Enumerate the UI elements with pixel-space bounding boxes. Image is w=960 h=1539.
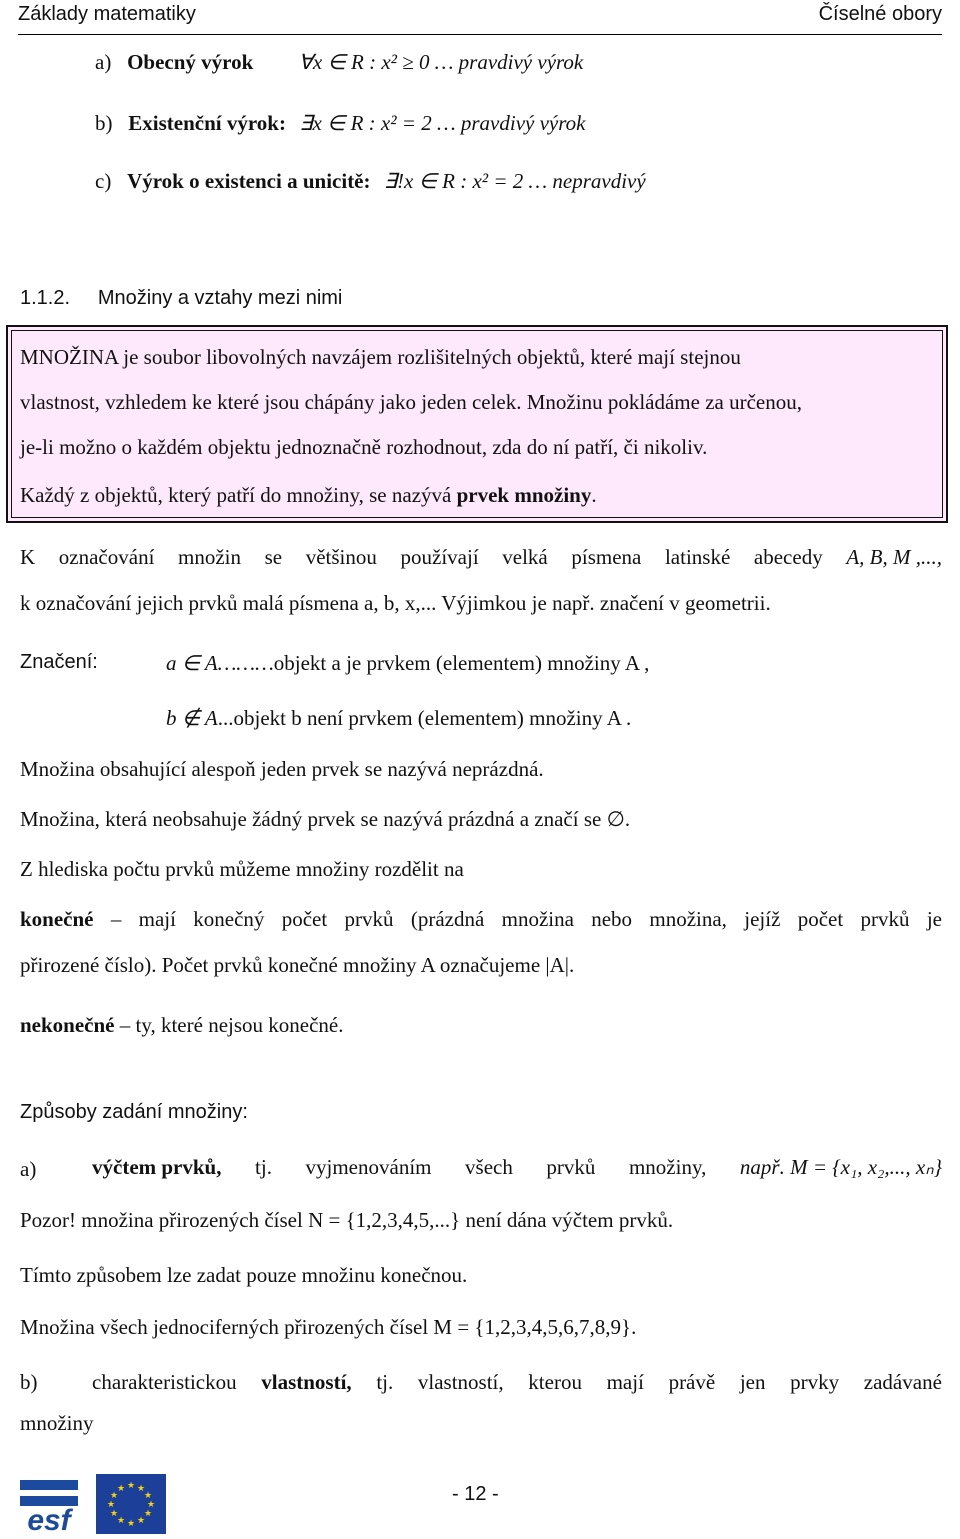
svg-text:★: ★: [146, 1500, 156, 1510]
header-right: Číselné obory: [818, 3, 942, 25]
svg-text:★: ★: [126, 1519, 136, 1529]
zpusoby-title: Způsoby zadání množiny:: [20, 1101, 248, 1123]
svg-text:★: ★: [143, 1509, 153, 1519]
page-number: - 12 -: [452, 1483, 499, 1505]
paragraph-split: Z hlediska počtu prvků můžeme množiny rozdělit na: [20, 857, 464, 881]
definition-line-3: je-li možno o každém objektu jednoznačně rozhodnout, zda do ní patří, či nikoliv.: [20, 435, 708, 459]
statement-b: b) Existenční výrok: ∃x ∈ R : x² = 2 … pravdivý výrok: [95, 111, 586, 135]
svg-text:★: ★: [116, 1516, 126, 1526]
svg-text:★: ★: [109, 1509, 119, 1519]
znaceni-row-2: b ∉ A...objekt b není prvkem (elementem) množiny A .: [166, 706, 632, 730]
paragraph-empty: Množina, která neobsahuje žádný prvek se nazývá prázdná a značí se ∅.: [20, 807, 631, 831]
definition-line-2: vlastnost, vzhledem ke které jsou chápány jako jeden celek. Množinu pokládáme za určenou,: [20, 390, 802, 414]
only-finite-line: Tímto způsobem lze zadat pouze množinu konečnou.: [20, 1263, 468, 1287]
svg-text:★: ★: [136, 1516, 146, 1526]
notation-line-2: k označování jejich prvků malá písmena a, b, x,... Výjimkou je např. značení v geometrii.: [20, 591, 771, 615]
header-rule: [18, 34, 942, 35]
esf-logo: [14, 1474, 84, 1534]
zpusoby-a-line: výčtem prvků, tj. vyjmenováním všech prvků množiny, např. M = {x₁, x₂,..., xₙ}: [92, 1155, 942, 1179]
paragraph-nonempty: Množina obsahující alespoň jeden prvek se nazývá neprázdná.: [20, 757, 544, 781]
statement-a: a) Obecný výrok ∀x ∈ R : x² ≥ 0 … pravdivý výrok: [95, 50, 584, 74]
section-heading: 1.1.2. Množiny a vztahy mezi nimi: [20, 287, 343, 309]
finite-line-1: konečné – mají konečný počet prvků (prázdná množina nebo množina, jejíž počet prvků je: [20, 907, 942, 931]
svg-text:★: ★: [136, 1484, 146, 1494]
notation-line-1: K označování množin se většinou používají velká písmena latinské abecedy A, B, M ,...,: [20, 545, 942, 569]
definition-line-4: Každý z objektů, který patří do množiny, se nazývá prvek množiny.: [20, 483, 597, 507]
eu-flag-logo: [96, 1474, 166, 1534]
svg-text:★: ★: [143, 1491, 153, 1501]
statement-c: c) Výrok o existenci a unicitě: ∃!x ∈ R : x² = 2 … nepravdivý: [95, 169, 646, 193]
svg-text:★: ★: [106, 1500, 116, 1510]
zpusoby-b-line-2: množiny: [20, 1411, 94, 1435]
svg-text:★: ★: [126, 1481, 136, 1491]
infinite-line: nekonečné – ty, které nejsou konečné.: [20, 1013, 344, 1037]
znaceni-label: Značení:: [20, 651, 98, 673]
definition-line-1: MNOŽINA je soubor libovolných navzájem rozlišitelných objektů, které mají stejnou: [20, 345, 741, 369]
digits-line: Množina všech jednociferných přirozených čísel M = {1,2,3,4,5,6,7,8,9}.: [20, 1315, 637, 1339]
zpusoby-b-label: b): [20, 1370, 38, 1394]
svg-text:esf: esf: [27, 1504, 71, 1534]
zpusoby-b-line: charakteristickou vlastností, tj. vlastností, kterou mají právě jen prvky zadávané: [92, 1370, 942, 1394]
znaceni-row-1: a ∈ A………objekt a je prvkem (elementem) množiny A ,: [166, 651, 650, 675]
finite-line-2: přirozené číslo). Počet prvků konečné množiny A označujeme |A|.: [20, 953, 575, 977]
zpusoby-a-label: a): [20, 1157, 37, 1181]
svg-text:★: ★: [109, 1491, 119, 1501]
svg-text:★: ★: [116, 1484, 126, 1494]
header-left: Základy matematiky: [18, 3, 196, 25]
pozor-line: Pozor! množina přirozených čísel N = {1,2,3,4,5,...} není dána výčtem prvků.: [20, 1208, 674, 1232]
